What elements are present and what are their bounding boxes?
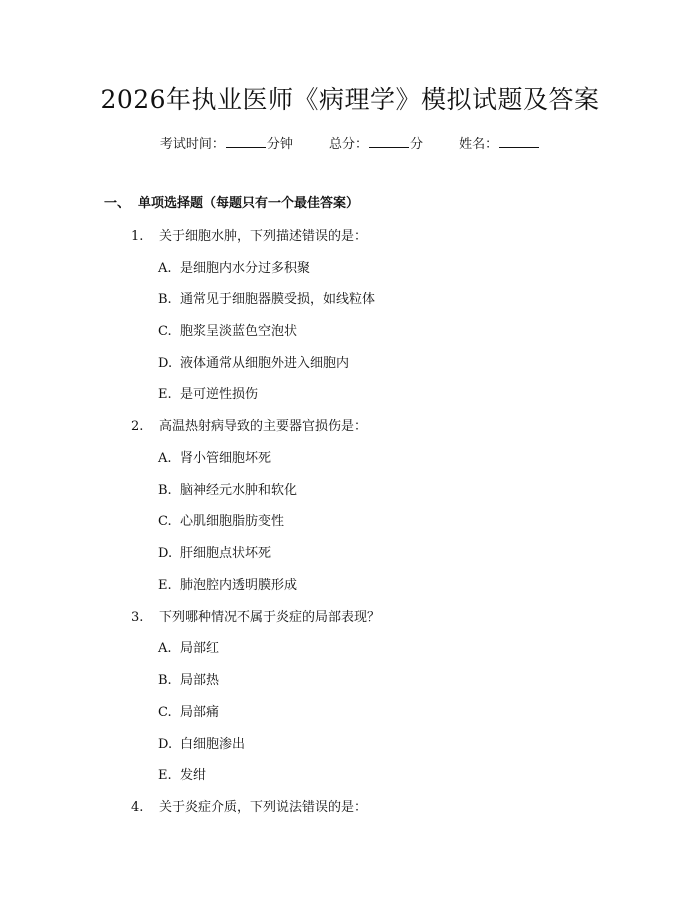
option-text: 心肌细胞脂肪变性 (180, 514, 285, 529)
question-number: 1. (131, 229, 144, 244)
question-number: 2. (131, 419, 144, 434)
option-letter: E. (158, 387, 172, 402)
option-text: 局部红 (180, 641, 220, 656)
student-name (459, 137, 540, 152)
option-letter: D. (158, 356, 173, 371)
name-blank (499, 135, 539, 148)
option-letter: E. (158, 578, 172, 593)
option-3d (158, 733, 245, 752)
option-3b (158, 669, 219, 688)
option-text: 肺泡腔内透明膜形成 (180, 578, 298, 593)
option-2b (158, 479, 297, 498)
option-letter: D. (158, 737, 173, 752)
option-letter: C. (158, 705, 172, 720)
option-text: 白细胞渗出 (180, 737, 246, 752)
score-label: 总分： (328, 137, 368, 152)
option-letter: A. (158, 451, 172, 466)
time-blank (226, 135, 266, 148)
option-letter: A. (158, 641, 172, 656)
option-letter: C. (158, 324, 172, 339)
section-number: 一、 (104, 196, 131, 211)
option-text: 通常见于细胞器膜受损，如线粒体 (180, 292, 376, 307)
option-1d (158, 352, 349, 371)
option-text: 局部痛 (180, 705, 220, 720)
option-1c (158, 320, 297, 339)
option-3e (158, 764, 206, 783)
option-text: 局部热 (180, 673, 220, 688)
question-3 (131, 606, 380, 625)
question-text: 关于炎症介质，下列说法错误的是： (159, 800, 368, 815)
question-1 (131, 225, 367, 244)
option-3a (158, 637, 219, 656)
section-heading (104, 192, 359, 211)
option-letter: B. (158, 292, 172, 307)
option-3c (158, 701, 219, 720)
question-text: 关于细胞水肿，下列描述错误的是： (159, 229, 368, 244)
question-number: 4. (131, 800, 144, 815)
option-letter: A. (158, 261, 172, 276)
question-text: 下列哪种情况不属于炎症的局部表现？ (159, 610, 381, 625)
option-text: 肾小管细胞坏死 (180, 451, 272, 466)
option-text: 胞浆呈淡蓝色空泡状 (180, 324, 298, 339)
exam-time (160, 137, 297, 152)
option-text: 是细胞内水分过多积聚 (180, 261, 311, 276)
option-letter: E. (158, 768, 172, 783)
option-letter: C. (158, 514, 172, 529)
option-1e (158, 383, 258, 402)
option-2e (158, 574, 297, 593)
option-text: 发绀 (180, 768, 207, 783)
option-letter: B. (158, 483, 172, 498)
option-text: 肝细胞点状坏死 (180, 546, 272, 561)
option-2a (158, 447, 271, 466)
option-2c (158, 510, 284, 529)
question-2 (131, 415, 367, 434)
time-unit: 分钟 (266, 137, 293, 152)
option-letter: B. (158, 673, 172, 688)
question-text: 高温热射病导致的主要器官损伤是： (159, 419, 368, 434)
question-number: 3. (131, 610, 144, 625)
score-blank (369, 135, 409, 148)
exam-meta (0, 133, 700, 152)
option-text: 脑神经元水肿和软化 (180, 483, 298, 498)
name-label: 姓名： (459, 137, 499, 152)
option-text: 是可逆性损伤 (180, 387, 259, 402)
option-letter: D. (158, 546, 173, 561)
page-title: 2026年执业医师《病理学》模拟试题及答案 (100, 85, 600, 114)
option-1b (158, 288, 375, 307)
section-title: 单项选择题（每题只有一个最佳答案） (138, 196, 360, 211)
score-unit: 分 (410, 137, 424, 152)
total-score (329, 137, 427, 152)
option-2d (158, 542, 271, 561)
option-text: 液体通常从细胞外进入细胞内 (180, 356, 350, 371)
question-4 (131, 796, 367, 815)
time-label: 考试时间： (159, 137, 225, 152)
option-1a (158, 257, 310, 276)
